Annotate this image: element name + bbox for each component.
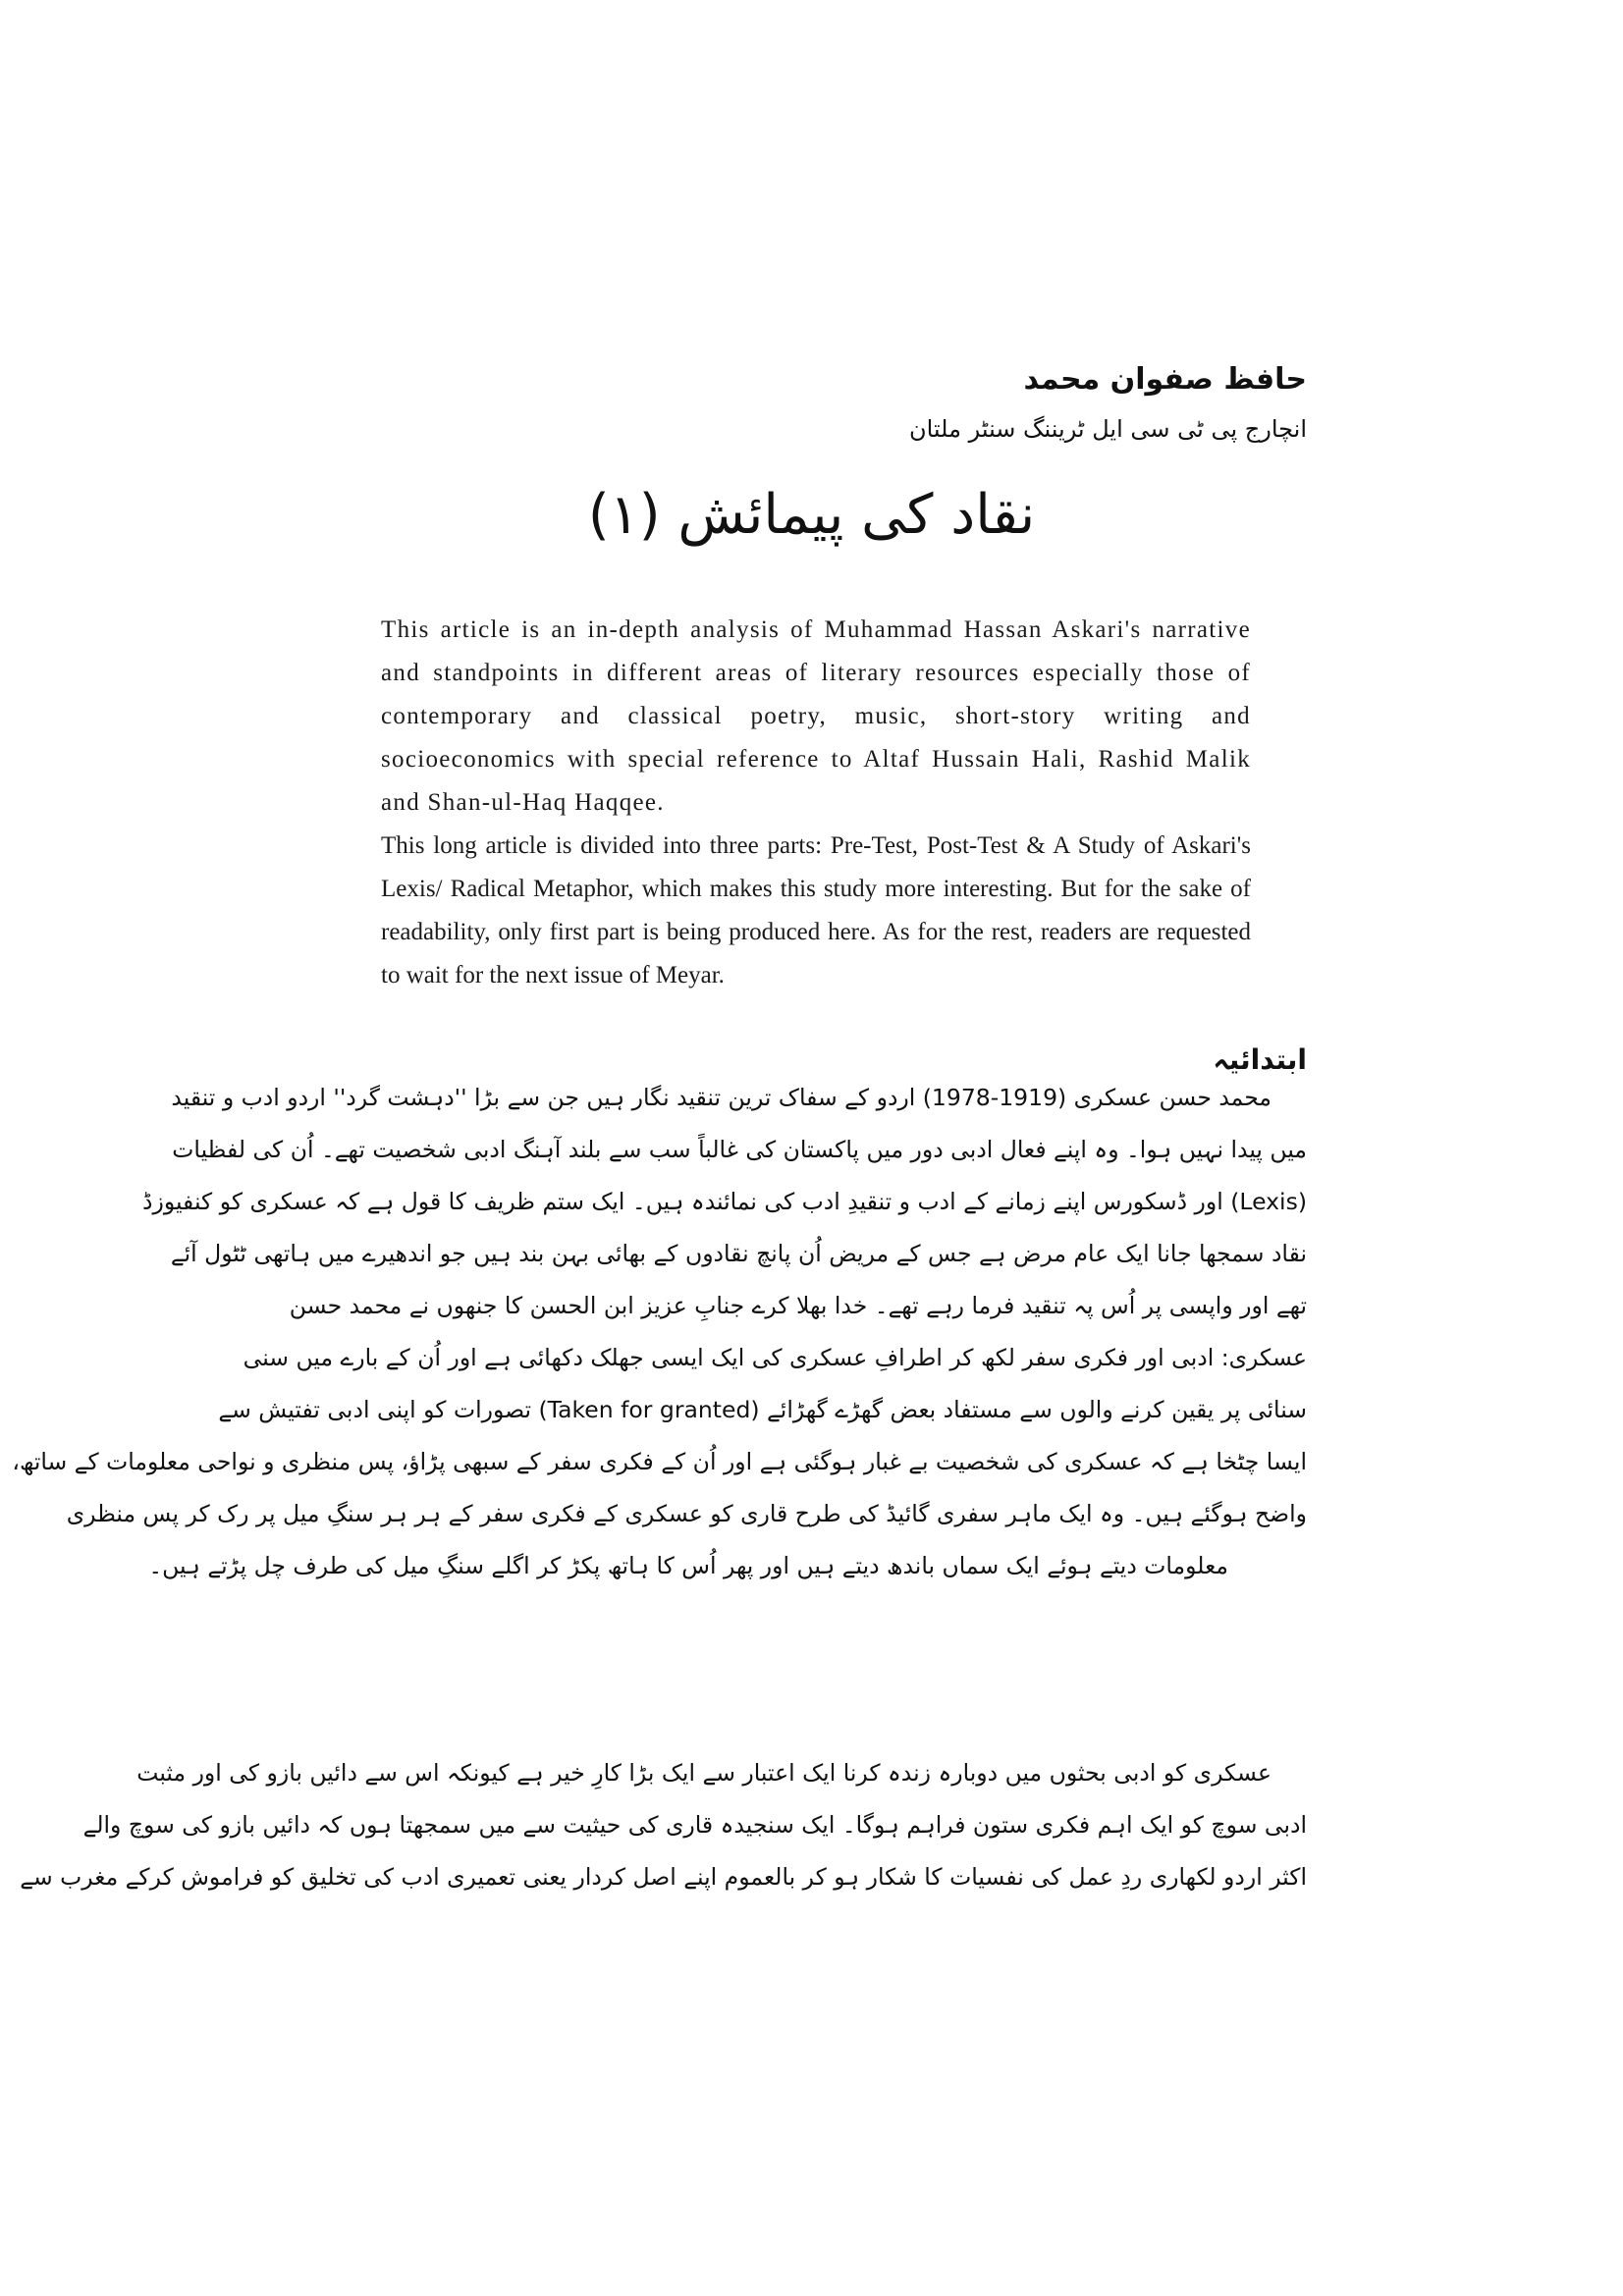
author-block [620, 358, 1307, 451]
body-line: سنائی پر یقین کرنے والوں سے مستفاد بعض گھڑے گھڑائے (Taken for granted) تصورات کو اپنی ادبی تفتیش سے [218, 1396, 1307, 1423]
section-heading: ابتدائیہ [1213, 1043, 1307, 1076]
abstract-paragraph-1: This article is an in-depth analysis of Muhammad Hassan Askari's narrative and standpoints in different areas of literary resources especially those of contemporary and classical poetry, music, short-story writing and socioeconomics with special reference to Altaf Hussain Hali, Rashid Malik and Shan-ul-Haq Haqqee. [381, 616, 1251, 816]
body-line: واضح ہوگئے ہیں۔ وہ ایک ماہر سفری گائیڈ کی طرح قاری کو عسکری کے فکری سفر کے ہر ہر سنگِ میل پر رک کر پس منظری [66, 1500, 1307, 1527]
author-role: انچارج پی ٹی سی ایل ٹریننگ سنٹر ملتان [908, 415, 1307, 443]
author-name: حافظ صفوان محمد [1023, 362, 1307, 397]
body-line: میں پیدا نہیں ہوا۔ وہ اپنے فعال ادبی دور میں پاکستان کی غالباً سب سے بلند آہنگ ادبی شخصیت تھے۔ اُن کی لفظیات [172, 1136, 1307, 1163]
english-abstract [381, 609, 1251, 997]
body-paragraph-2 [20, 1747, 1307, 1903]
body-line: (Lexis) اور ڈسکورس اپنے زمانے کے ادب و تنقیدِ ادب کی نمائندہ ہیں۔ ایک ستم ظریف کا قول ہے کہ عسکری کو کنفیوزڈ [142, 1188, 1307, 1215]
body-line: محمد حسن عسکری (1919-1978) اردو کے سفاک ترین تنقید نگار ہیں جن سے بڑا ''دہشت گرد'' اردو ادب و تنقید [171, 1084, 1271, 1111]
body-line: عسکری کو ادبی بحثوں میں دوبارہ زندہ کرنا ایک اعتبار سے ایک بڑا کارِ خیر ہے کیونکہ اس سے دائیں بازو کی اور مثبت [136, 1759, 1271, 1787]
body-line: عسکری: ادبی اور فکری سفر لکھ کر اطرافِ عسکری کی ایک ایسی جھلک دکھائی ہے اور اُن کے بارے میں سنی [243, 1344, 1307, 1371]
body-line: ایسا چٹخا ہے کہ عسکری کی شخصیت بے غبار ہوگئی ہے اور اُن کے فکری سفر کے سبھی پڑاؤ، پس منظری و نواحی معلومات کے ساتھ، [12, 1448, 1307, 1475]
article-title: نقاد کی پیمائش (۱) [587, 483, 1036, 547]
body-line: ادبی سوچ کو ایک اہم فکری ستون فراہم ہوگا۔ ایک سنجیدہ قاری کی حیثیت سے میں سمجھتا ہوں کہ دائیں بازو کی سوچ والے [82, 1811, 1307, 1839]
body-line: معلومات دیتے ہوئے ایک سماں باندھ دیتے ہیں اور پھر اُس کا ہاتھ پکڑ کر اگلے سنگِ میل کی طرف چل پڑتے ہیں۔ [148, 1552, 1228, 1579]
abstract-paragraph-2: This long article is divided into three parts: Pre-Test, Post-Test & A Study of Askari's Lexis/ Radical Metaphor, which makes this study more interesting. But for the sake of readability, only first part is being produced here. As for the rest, readers are requested to wait for the next issue of Meyar. [381, 832, 1251, 988]
body-line: نقاد سمجھا جانا ایک عام مرض ہے جس کے مریض اُن پانچ نقادوں کے بھائی بہن بند ہیں جو اندھیرے میں ہاتھی ٹٹول آئے [170, 1240, 1307, 1267]
body-line: تھے اور واپسی پر اُس پہ تنقید فرما رہے تھے۔ خدا بھلا کرے جنابِ عزیز ابن الحسن کا جنھوں نے محمد حسن [289, 1292, 1307, 1319]
body-line: اکثر اردو لکھاری ردِ عمل کی نفسیات کا شکار ہو کر بالعموم اپنے اصل کردار یعنی تعمیری ادب کی تخلیق کو فراموش کرکے مغرب سے [20, 1863, 1307, 1891]
body-paragraph-1 [12, 1072, 1307, 1592]
